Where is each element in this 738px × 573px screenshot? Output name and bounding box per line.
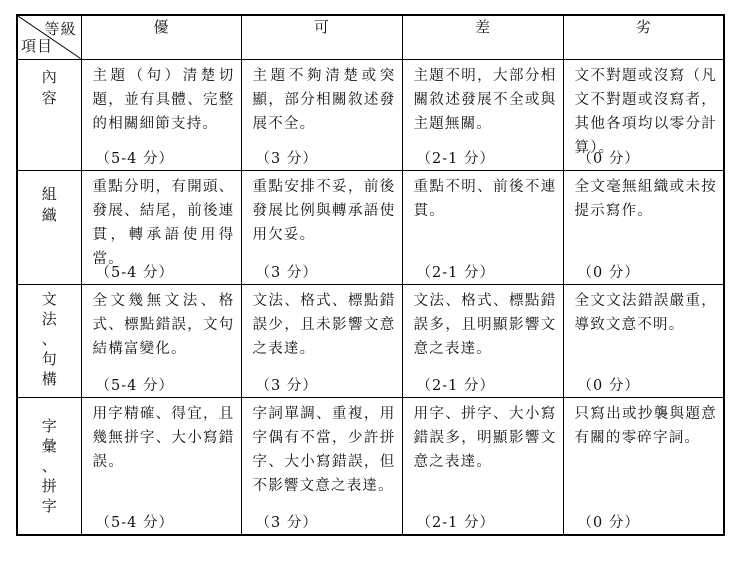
rubric-cell bbox=[563, 170, 724, 284]
row-label-char: 法 bbox=[41, 309, 57, 328]
cell-description: 重點分明，有開頭、發展、結尾，前後連貫，轉承語使用得當。 bbox=[92, 178, 235, 267]
cell-description: 重點不明、前後不連貫。 bbox=[413, 178, 557, 219]
row-label-char: 文 bbox=[41, 289, 57, 308]
score-range: （0 分） bbox=[577, 377, 640, 394]
header-row bbox=[17, 15, 724, 59]
rubric-cell bbox=[402, 397, 563, 535]
rubric-cell bbox=[402, 170, 563, 284]
cell-description: 字詞單調、重複，用字偶有不當，少許拼字、大小寫錯誤，但不影響文意之表達。 bbox=[252, 405, 396, 494]
rubric-cell bbox=[81, 284, 241, 397]
score-range: （2-1 分） bbox=[416, 264, 495, 281]
score-range: （2-1 分） bbox=[416, 150, 495, 167]
cell-description: 文不對題或沒寫（凡文不對題或沒寫者，其他各項均以零分計算）。 bbox=[574, 67, 717, 156]
score-range: （5-4 分） bbox=[95, 264, 174, 281]
row-label-char: 字 bbox=[41, 416, 57, 435]
score-range: （3 分） bbox=[255, 515, 318, 531]
row-label-char: 句 bbox=[41, 349, 57, 368]
cell-description: 主題不夠清楚或突顯，部分相關敘述發展不全。 bbox=[252, 67, 396, 132]
rubric-row-organization bbox=[17, 170, 724, 284]
corner-header-cell bbox=[17, 15, 81, 59]
score-range: （3 分） bbox=[255, 150, 318, 167]
rubric-cell bbox=[563, 284, 724, 397]
score-range: （0 分） bbox=[577, 515, 640, 531]
cell-description: 文法、格式、標點錯誤少，且未影響文意之表達。 bbox=[252, 292, 396, 357]
cell-description: 用字、拼字、大小寫錯誤多，明顯影響文意之表達。 bbox=[413, 405, 557, 470]
cell-description: 用字精確、得宜，且幾無拼字、大小寫錯誤。 bbox=[92, 405, 235, 470]
cell-description: 全文文法錯誤嚴重，導致文意不明。 bbox=[574, 292, 717, 333]
score-range: （5-4 分） bbox=[95, 377, 174, 394]
cell-description: 重點安排不妥，前後發展比例與轉承語使用欠妥。 bbox=[252, 178, 396, 243]
row-label-content bbox=[17, 59, 81, 170]
level-header-label: 等級 bbox=[44, 20, 77, 38]
rubric-row-content bbox=[17, 59, 724, 170]
rubric-cell bbox=[81, 59, 241, 170]
score-range: （0 分） bbox=[577, 264, 640, 281]
rubric-row-grammar bbox=[17, 284, 724, 397]
row-label-char: 彙 bbox=[41, 436, 57, 455]
rubric-cell bbox=[241, 59, 402, 170]
score-range: （2-1 分） bbox=[416, 377, 495, 394]
row-label-char: 拼 bbox=[41, 476, 57, 495]
row-label-char: 、 bbox=[41, 456, 57, 475]
rubric-cell bbox=[402, 284, 563, 397]
scoring-rubric-table bbox=[16, 14, 725, 536]
rubric-cell bbox=[563, 59, 724, 170]
row-label-char: 織 bbox=[41, 205, 57, 224]
grade-header-fair: 可 bbox=[241, 15, 402, 59]
row-label-vocabulary bbox=[17, 397, 81, 535]
item-header-label: 項目 bbox=[21, 36, 54, 55]
rubric-cell bbox=[81, 397, 241, 535]
cell-description: 主題不明，大部分相關敘述發展不全或與主題無關。 bbox=[413, 67, 557, 132]
row-label-char: 內 bbox=[41, 67, 57, 86]
row-label-char: 容 bbox=[41, 88, 57, 107]
row-label-char: 構 bbox=[41, 369, 57, 388]
score-range: （5-4 分） bbox=[95, 150, 174, 167]
score-range: （0 分） bbox=[577, 150, 640, 167]
grade-header-inferior: 劣 bbox=[563, 15, 724, 59]
row-label-char: 、 bbox=[41, 329, 57, 348]
cell-description: 只寫出或抄襲與題意有關的零碎字詞。 bbox=[574, 405, 717, 446]
rubric-row-vocabulary bbox=[17, 397, 724, 535]
grade-header-poor: 差 bbox=[402, 15, 563, 59]
rubric-cell bbox=[241, 284, 402, 397]
rubric-cell bbox=[241, 397, 402, 535]
score-range: （5-4 分） bbox=[95, 515, 174, 531]
grade-header-excellent: 優 bbox=[81, 15, 241, 59]
score-range: （3 分） bbox=[255, 377, 318, 394]
score-range: （2-1 分） bbox=[416, 515, 495, 531]
row-label-organization bbox=[17, 170, 81, 284]
cell-description: 文法、格式、標點錯誤多，且明顯影響文意之表達。 bbox=[413, 292, 557, 357]
rubric-cell bbox=[81, 170, 241, 284]
cell-description: 主題（句）清楚切題，並有具體、完整的相關細節支持。 bbox=[92, 67, 235, 132]
rubric-cell bbox=[241, 170, 402, 284]
rubric-cell bbox=[402, 59, 563, 170]
score-range: （3 分） bbox=[255, 264, 318, 281]
row-label-char: 字 bbox=[41, 496, 57, 515]
cell-description: 全文毫無組織或未按提示寫作。 bbox=[574, 178, 717, 219]
row-label-char: 組 bbox=[41, 184, 57, 203]
row-label-grammar bbox=[17, 284, 81, 397]
cell-description: 全文幾無文法、格式、標點錯誤，文句結構富變化。 bbox=[92, 292, 235, 357]
rubric-cell bbox=[563, 397, 724, 535]
